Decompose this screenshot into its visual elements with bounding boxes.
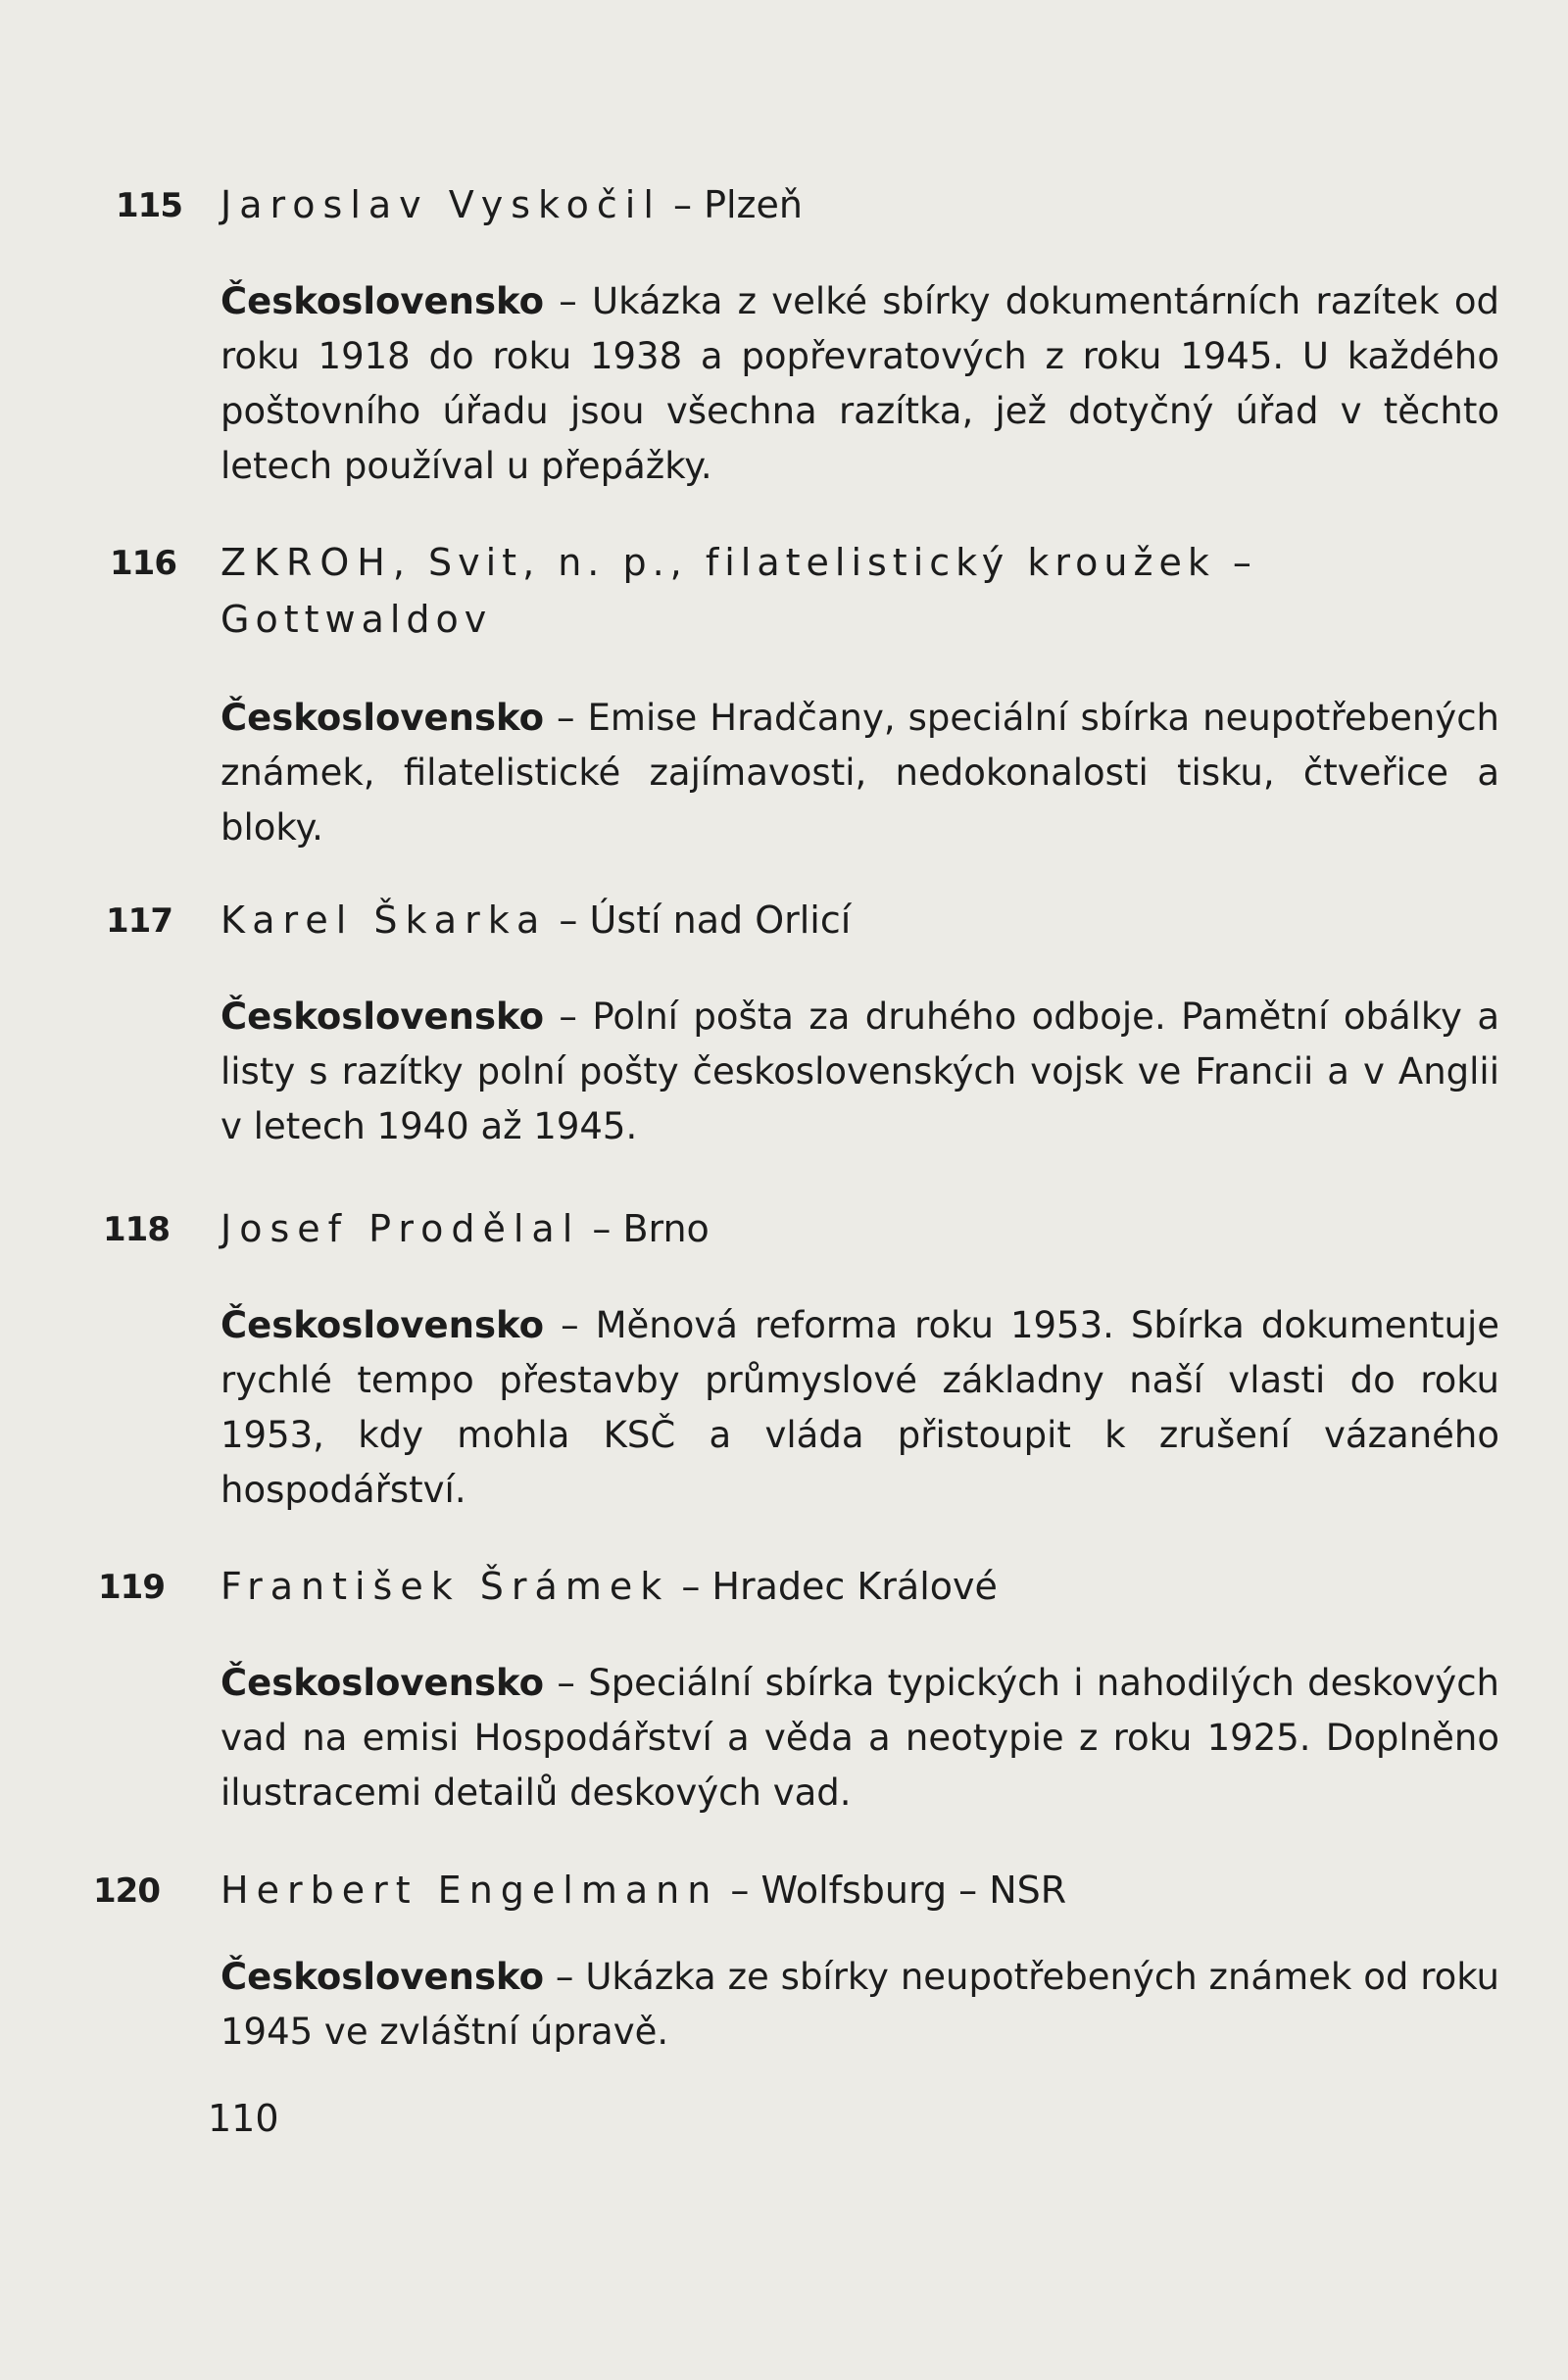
entry-number: 116 (110, 544, 176, 583)
description-text: – Speciální sbírka typických i nahodilých deskových vad na emisi Hospodářství a věda a neotypie z roku 1925. Doplněno ilustracemi detailů deskových vad. (220, 1662, 1499, 1814)
entry-description (220, 1950, 1499, 2060)
entry-heading (220, 1200, 1494, 1257)
description-text: – Měnová reforma roku 1953. Sbírka dokumentuje rychlé tempo přestavby průmyslové základny naší vlasti do roku 1953, kdy mohla KSČ a vláda přistoupit k zrušení vázaného hospodářství. (220, 1304, 1499, 1511)
entry-heading (220, 892, 1494, 948)
entry-description (220, 990, 1499, 1154)
entry-description (220, 1298, 1499, 1518)
entry-heading (220, 1862, 1494, 1919)
entry-description (220, 691, 1499, 855)
entry-heading (220, 534, 1494, 648)
description-text: – Polní pošta za druhého odboje. Pamětní obálky a listy s razítky polní pošty československých vojsk ve Francii a v Anglii v letech 1940 až 1945. (220, 996, 1499, 1147)
country-label: Československo (220, 280, 545, 322)
exhibitor-name: Josef Prodělal (220, 1207, 581, 1250)
entry-number: 120 (93, 1871, 160, 1911)
exhibitor-name: ZKROH (220, 541, 393, 584)
exhibitor-name: Herbert Engelmann (220, 1869, 719, 1912)
exhibitor-location: – Hradec Králové (669, 1565, 998, 1608)
country-label: Československo (220, 1662, 545, 1704)
exhibitor-location: – Plzeň (661, 183, 803, 226)
description-text: – Ukázka ze sbírky neupotřebených známek od roku 1945 ve zvláštní úpravě. (220, 1956, 1499, 2053)
exhibitor-name: Jaroslav Vyskočil (220, 183, 662, 226)
description-text: – Emise Hradčany, speciální sbírka neupotřebených známek, filatelistické zajímavosti, nedokonalosti tisku, čtveřice a bloky. (220, 697, 1499, 849)
entry-description (220, 1656, 1499, 1821)
country-label: Československo (220, 996, 545, 1038)
country-label: Československo (220, 1304, 545, 1346)
entry-number: 115 (116, 186, 182, 225)
exhibitor-location: , Svit, n. p., filatelistický kroužek – Gottwaldov (220, 541, 1257, 641)
page-number: 110 (208, 2097, 279, 2140)
exhibitor-name: František Šrámek (220, 1565, 670, 1608)
entry-number: 118 (103, 1210, 170, 1249)
entry-heading (220, 176, 1494, 233)
entry-number: 117 (106, 901, 172, 941)
entry-description (220, 274, 1499, 494)
exhibitor-location: – Wolfsburg – NSR (718, 1869, 1067, 1912)
entry-number: 119 (98, 1568, 165, 1607)
exhibitor-location: – Ústí nad Orlicí (547, 899, 852, 942)
entry-heading (220, 1558, 1494, 1615)
description-text: – Ukázka z velké sbírky dokumentárních razítek od roku 1918 do roku 1938 a popřevratových z roku 1945. U každého poštovního úřadu jsou všechna razítka, jež dotyčný úřad v těchto letech používal u přepážky. (220, 280, 1499, 487)
country-label: Československo (220, 1956, 545, 1998)
country-label: Československo (220, 697, 545, 739)
exhibitor-name: Karel Škarka (220, 899, 548, 942)
exhibitor-location: – Brno (580, 1207, 710, 1250)
